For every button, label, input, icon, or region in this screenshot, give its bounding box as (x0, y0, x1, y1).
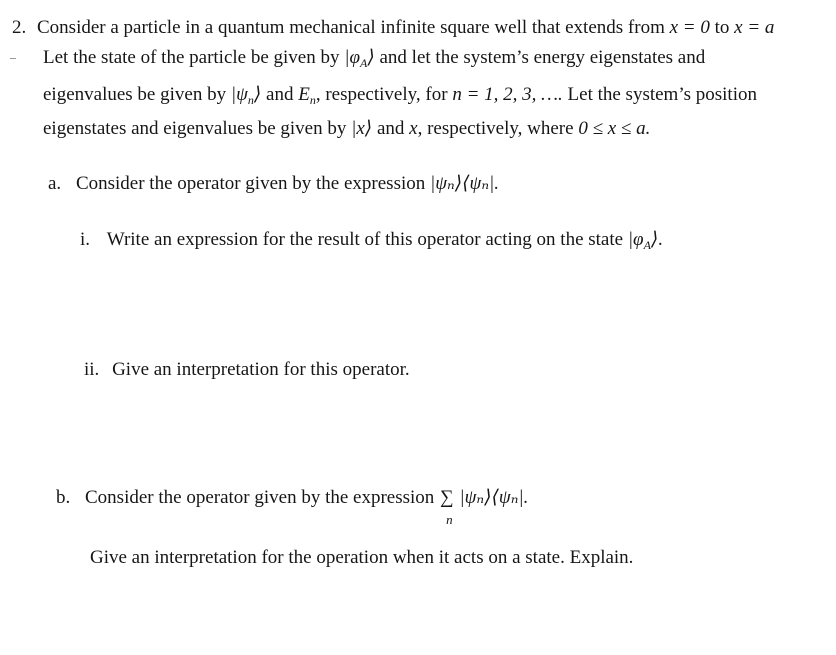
intro-to: to (714, 17, 730, 38)
energy-symbol: E (298, 84, 310, 105)
intro-text-2b: and let the system’s energy eigenstates and (379, 47, 706, 68)
ket-psi-n (231, 84, 261, 105)
part-a-label: a. (48, 173, 62, 194)
n-values: n = 1, 2, 3, …. (452, 84, 563, 105)
intro-text-3a: eigenvalues be given by (43, 84, 227, 105)
ket-phi-body: |φ (344, 47, 360, 68)
ket-phi-a-2 (628, 229, 663, 250)
part-a-i-text: Write an expression for the result of this operator acting on the state (106, 229, 624, 250)
ket-phi-end-2: ⟩. (650, 229, 664, 250)
completeness-expression: |ψₙ⟩⟨ψₙ|. (459, 487, 529, 508)
ket-close: ⟩ (367, 47, 375, 68)
intro-text-3d: Let the system’s position (567, 84, 757, 105)
x-zero: x = 0 (669, 17, 710, 38)
summation-symbol (440, 486, 454, 527)
part-a-ii (84, 358, 410, 382)
stray-mark (10, 58, 16, 59)
part-b (56, 486, 529, 527)
energy-sub: n (309, 93, 316, 107)
ket-phi-body-2: |φ (627, 229, 644, 250)
part-a-i (80, 228, 663, 257)
intro-text-4c: , respectively, where (417, 118, 574, 139)
part-b-followup (90, 546, 633, 570)
intro-text-1: Consider a particle in a quantum mechanical infinite square well that extends from (37, 17, 665, 38)
problem-line-3 (43, 83, 757, 112)
ket-phi-sub: A (359, 56, 368, 70)
x-range: 0 ≤ x ≤ a. (578, 118, 651, 139)
part-a (48, 172, 499, 196)
part-a-text: Consider the operator given by the expression (75, 173, 426, 194)
ket-psi-sub: n (247, 93, 254, 107)
problem-number: 2. (12, 17, 27, 38)
intro-and: and (266, 84, 294, 105)
problem-line-4 (43, 117, 650, 141)
intro-text-2a: Let the state of the particle be given by (43, 47, 340, 68)
summation-index: n (446, 512, 453, 527)
intro-text-3c: , respectively, for (315, 84, 448, 105)
x-variable: x (409, 118, 418, 139)
problem-line-2 (43, 46, 705, 75)
projector-expression: |ψₙ⟩⟨ψₙ|. (430, 173, 500, 194)
ket-phi-sub-2: A (643, 238, 651, 252)
part-a-ii-text: Give an interpretation for this operator. (112, 359, 410, 380)
ket-phi-a (344, 47, 375, 68)
part-a-i-label: i. (80, 229, 91, 250)
intro-and-2: and (376, 118, 405, 139)
intro-text-4a: eigenstates and eigenvalues be given by (43, 118, 347, 139)
part-a-ii-label: ii. (84, 359, 100, 380)
ket-psi-close: ⟩ (253, 84, 262, 105)
x-a: x = a (734, 17, 775, 38)
ket-x: |x⟩ (351, 118, 373, 139)
ket-psi-body: |ψ (230, 84, 248, 105)
part-b-label: b. (56, 487, 71, 508)
energy-eigenvalue (298, 84, 316, 105)
sigma-glyph: ∑ (440, 487, 454, 508)
problem-line-1 (12, 16, 774, 40)
part-b-text: Consider the operator given by the expression (85, 487, 435, 508)
part-b-followup-text: Give an interpretation for the operation when it acts on a state. Explain. (90, 547, 634, 568)
